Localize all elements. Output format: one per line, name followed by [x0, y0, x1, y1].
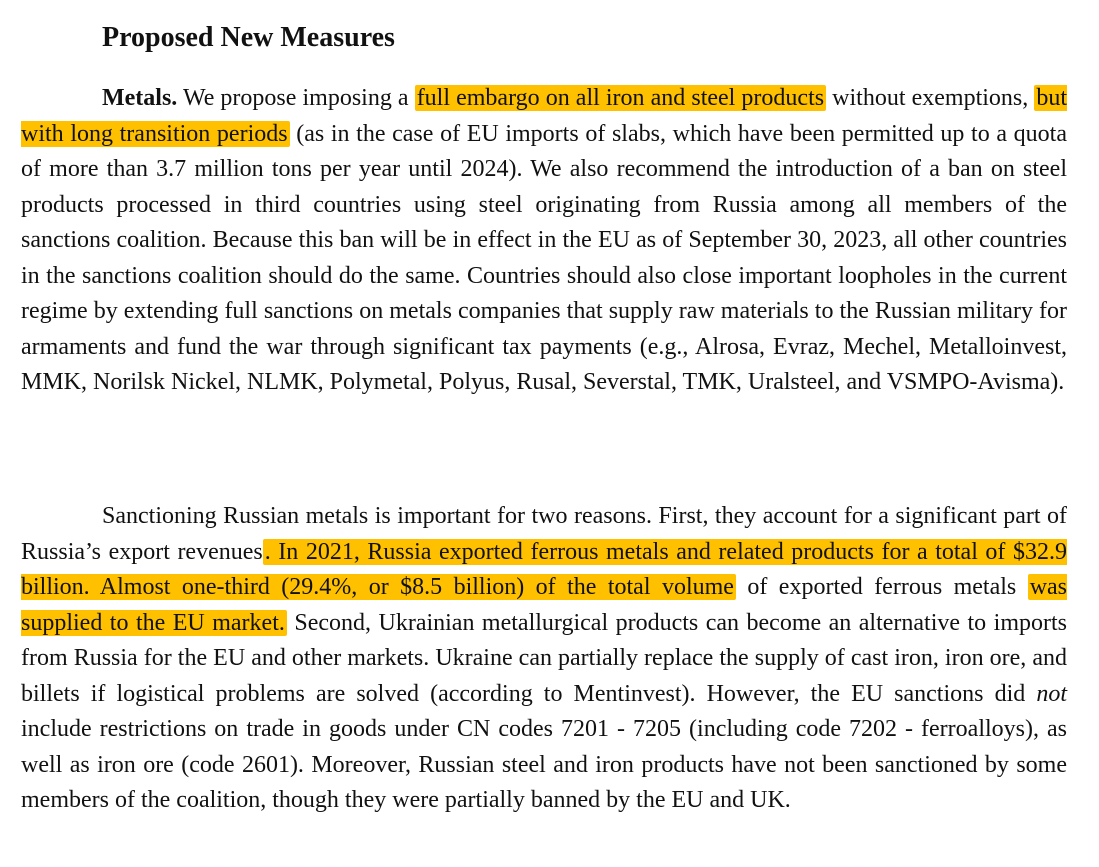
- paragraph-metals: [21, 81, 1067, 401]
- emphasized-text: not: [1036, 680, 1067, 707]
- text-run: Second, Ukrainian metallurgical products can become an alternative to imports from Russia for the EU and other markets. Ukraine can partially replace the supply of cast iron, iron ore, and billets if logistical problems are solved (according to Mentinvest). However, the EU sanctions did: [21, 609, 1067, 707]
- paragraph-lead: Metals.: [102, 85, 178, 111]
- highlighted-text: . In 2021, Russia exported ferrous metals and related products for a total of $32.9 billion. Almost one-third (29.4%, or $8.5 billion) of the total volume: [21, 538, 1067, 600]
- highlighted-text: full embargo on all iron and steel products: [416, 85, 825, 111]
- section-heading: Proposed New Measures: [102, 22, 395, 53]
- text-run: (as in the case of EU imports of slabs, which have been permitted up to a quota of more than 3.7 million tons per year until 2024). We also recommend the introduction of a ban on steel products processed in third countries using steel originating from Russia among all members of the sanctions coalition. Because this ban will be in effect in the EU as of September 30, 2023, all other countries in the sanctions coalition should do the same. Countries should also close important loopholes in the current regime by extending full sanctions on metals companies that supply raw materials to the Russian military for armaments and fund the war through significant tax payments (e.g., Alrosa, Evraz, Mechel, Metalloinvest, MMK, Norilsk Nickel, NLMK, Polymetal, Polyus, Rusal, Severstal, TMK, Uralsteel, and VSMPO-Avisma).: [21, 120, 1067, 395]
- text-run: We propose imposing a: [177, 85, 415, 111]
- text-run: include restrictions on trade in goods under CN codes 7201 - 7205 (including code 7202 - ferroalloys), as well as iron ore (code 2601). Moreover, Russian steel and iron products have not been sanctioned by some members of the coalition, though they were partially banned by the EU and UK.: [21, 716, 1067, 813]
- text-run: Sanctioning Russian metals is important for two reasons. First, they account for a significant part of Russia’s export revenues: [21, 503, 1067, 565]
- highlighted-text: but with long transition periods: [21, 85, 1068, 147]
- text-run: of exported ferrous metals: [735, 574, 1028, 600]
- paragraph-sanctioning: [21, 499, 1067, 819]
- highlighted-text: was supplied to the EU market.: [21, 574, 1068, 636]
- text-run: without exemptions,: [826, 85, 1035, 111]
